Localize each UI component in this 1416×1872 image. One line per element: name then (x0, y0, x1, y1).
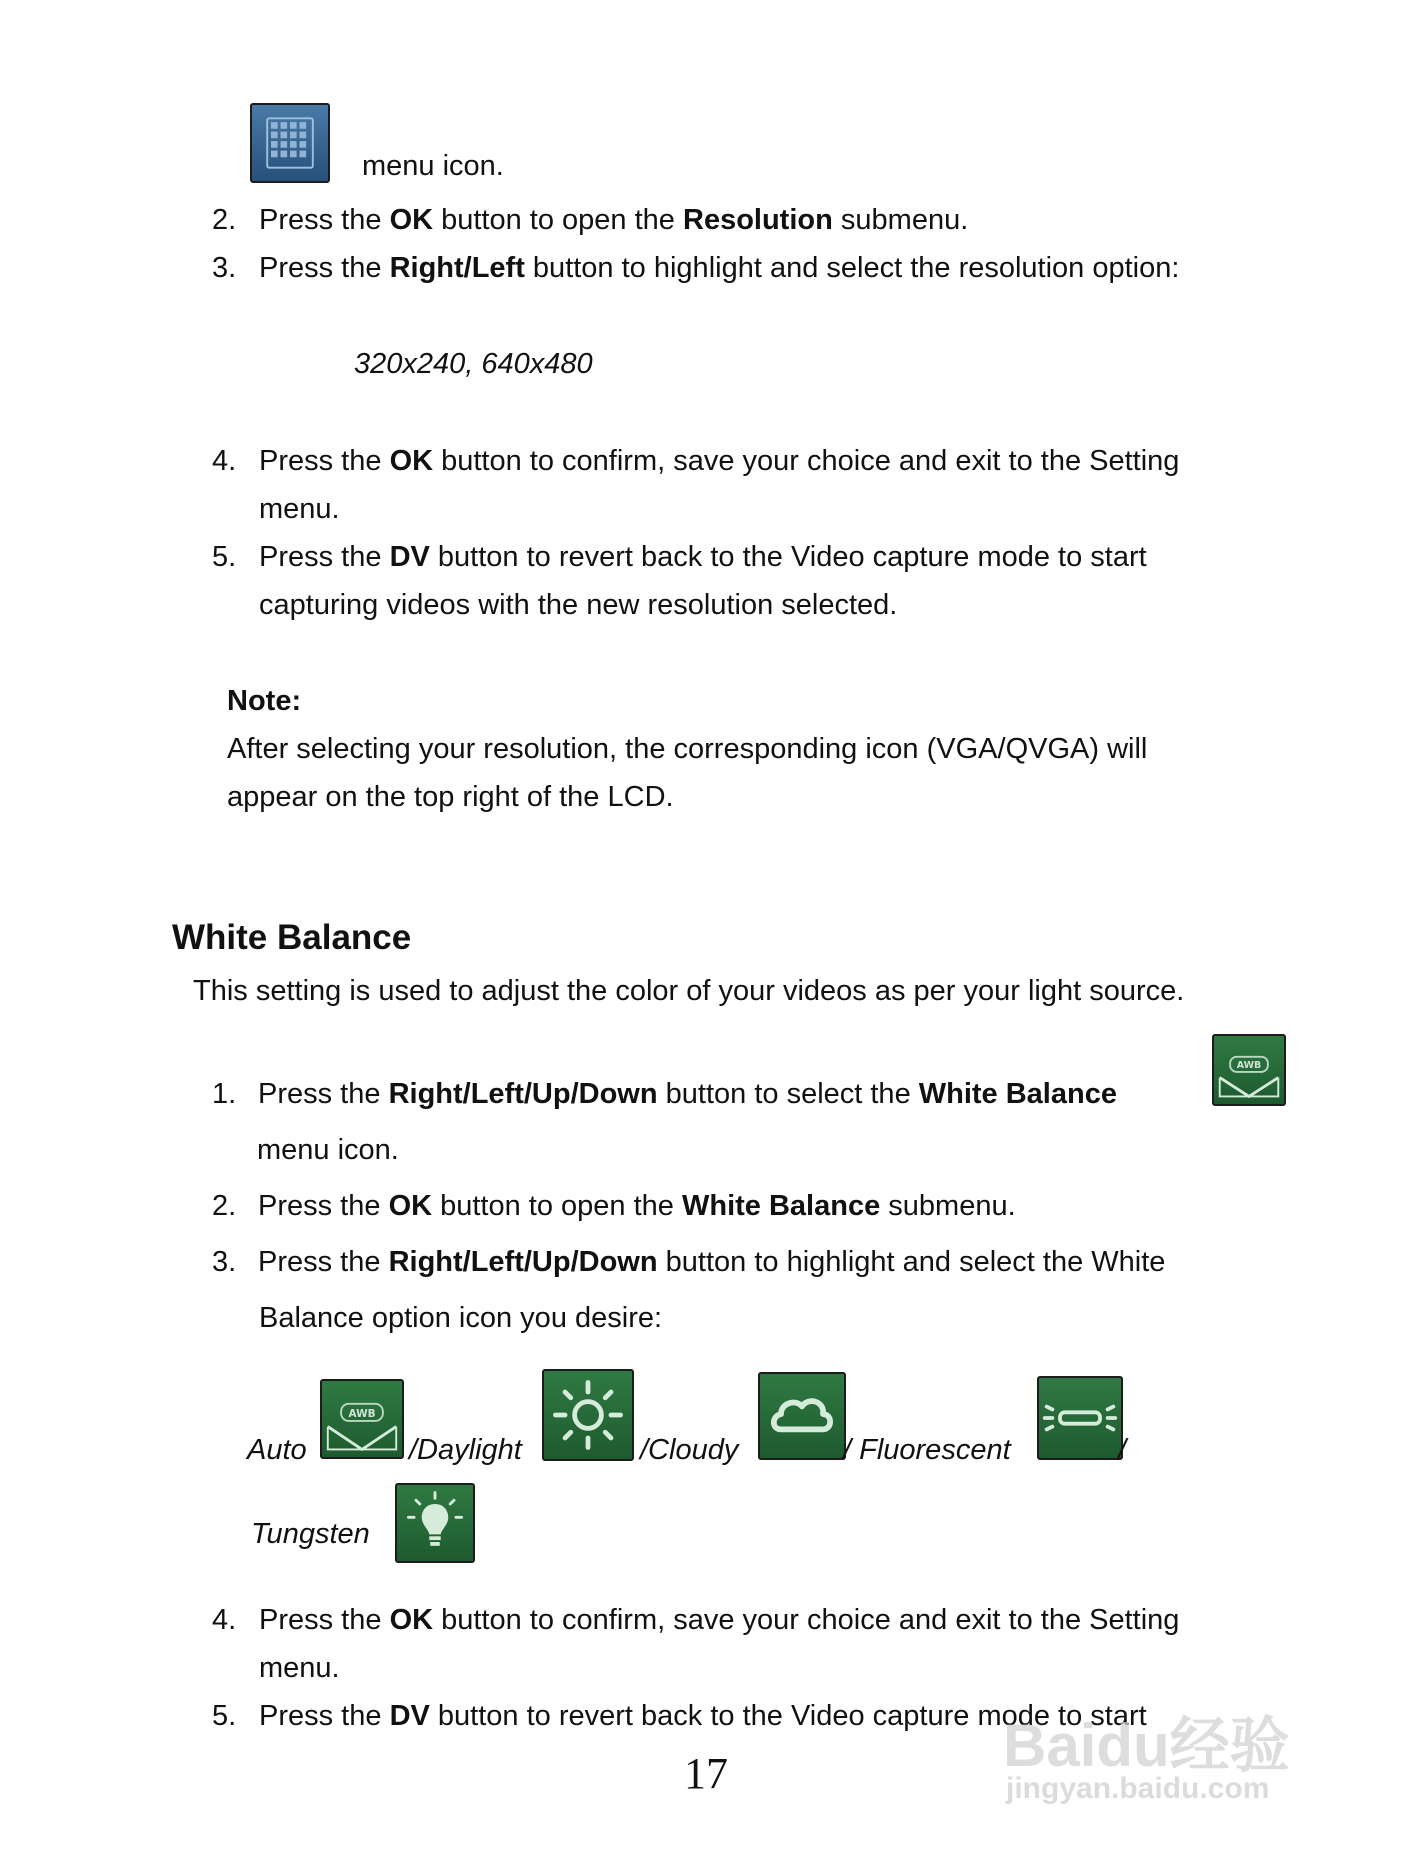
text: Press the (259, 252, 390, 284)
step-number: 1. (212, 1078, 237, 1110)
wb-step-4-line2: menu. (259, 1652, 340, 1684)
resolution-grid-icon (250, 103, 330, 183)
direction-buttons-ref: Right/Left/Up/Down (388, 1078, 658, 1110)
white-balance-intro: This setting is used to adjust the color of your videos as per your light source. (193, 975, 1185, 1007)
step-number: 4. (212, 1604, 237, 1636)
text: button to open the (433, 204, 683, 236)
wb-step-4 (212, 1604, 236, 1637)
page-number: 17 (684, 1749, 728, 1798)
step-number: 2. (212, 204, 237, 236)
res-step-4-line2: menu. (259, 493, 340, 525)
ok-button-ref: OK (388, 1190, 433, 1222)
wb-option-cloudy: /Cloudy (640, 1434, 739, 1466)
text: button to confirm, save your choice and exit to the Setting (433, 1604, 1180, 1636)
text: Press the (259, 541, 390, 573)
text: Press the (259, 1700, 390, 1732)
text: Press the (259, 1604, 390, 1636)
res-step-4 (212, 445, 236, 478)
resolution-icon-caption: menu icon. (362, 150, 504, 182)
awb-icon (320, 1379, 404, 1459)
text: submenu. (832, 204, 969, 236)
text: button to select the (657, 1078, 919, 1110)
text: button to open the (432, 1190, 682, 1222)
step-number: 5. (212, 541, 237, 573)
step-number: 3. (212, 1246, 237, 1278)
step-number: 2. (212, 1190, 237, 1222)
text: button to highlight and select the White (657, 1246, 1166, 1278)
text: Press the (258, 1246, 389, 1278)
wb-option-fluorescent: / Fluorescent (843, 1434, 1011, 1466)
res-step-2 (212, 204, 236, 237)
text: button to highlight and select the resolution option: (524, 252, 1180, 284)
res-step-5-line2: capturing videos with the new resolution selected. (259, 589, 898, 621)
fluorescent-icon (1037, 1376, 1123, 1460)
direction-buttons-ref: Right/Left/Up/Down (388, 1246, 658, 1278)
res-step-2-text (259, 204, 968, 237)
note-label-text: Note: (227, 685, 302, 717)
note-line-1: After selecting your resolution, the corresponding icon (VGA/QVGA) will (227, 733, 1148, 765)
wb-step-3-text (258, 1246, 1165, 1279)
res-step-5-text (259, 541, 1147, 574)
ok-button-ref: OK (389, 204, 434, 236)
white-balance-ref: White Balance (918, 1078, 1117, 1110)
text: button to confirm, save your choice and exit to the Setting (433, 445, 1180, 477)
baidu-watermark-logo: Baidu经验 (1003, 1712, 1290, 1779)
res-step-3-text (259, 252, 1179, 285)
wb-step-1-text (258, 1078, 1117, 1111)
text: Press the (259, 204, 390, 236)
tungsten-bulb-icon (395, 1483, 475, 1563)
text: Press the (259, 445, 390, 477)
note-line-2: appear on the top right of the LCD. (227, 781, 674, 813)
ok-button-ref: OK (389, 445, 434, 477)
step-number: 4. (212, 445, 237, 477)
wb-step-5 (212, 1700, 236, 1733)
sun-icon (542, 1369, 634, 1461)
step-number: 3. (212, 252, 237, 284)
awb-label: AWB (348, 1408, 376, 1421)
note-label (227, 685, 301, 718)
right-left-ref: Right/Left (389, 252, 525, 284)
wb-option-tungsten: Tungsten (251, 1518, 370, 1550)
res-step-3 (212, 252, 236, 285)
text: Press the (258, 1190, 389, 1222)
wb-option-daylight: /Daylight (409, 1434, 522, 1466)
text: button to revert back to the Video capture mode to start (429, 541, 1147, 573)
text: button to revert back to the Video capture mode to start (429, 1700, 1147, 1732)
wb-step-2-text (258, 1190, 1016, 1223)
resolution-ref: Resolution (683, 204, 833, 236)
text: submenu. (880, 1190, 1016, 1222)
dv-button-ref: DV (389, 1700, 430, 1732)
step-number: 5. (212, 1700, 237, 1732)
wb-step-4-text (259, 1604, 1179, 1637)
res-step-5 (212, 541, 236, 574)
cloud-icon (758, 1372, 846, 1460)
baidu-watermark-url: jingyan.baidu.com (1006, 1772, 1270, 1805)
white-balance-ref: White Balance (682, 1190, 881, 1222)
wb-step-1-line2: menu icon. (257, 1134, 399, 1166)
ok-button-ref: OK (389, 1604, 434, 1636)
text: Press the (258, 1078, 389, 1110)
awb-label: AWB (1236, 1060, 1262, 1072)
res-step-4-text (259, 445, 1179, 478)
wb-step-3 (212, 1246, 236, 1279)
wb-option-slash: / (1118, 1434, 1127, 1466)
wb-step-2 (212, 1190, 236, 1223)
awb-menu-icon (1212, 1034, 1286, 1106)
wb-option-auto: Auto (247, 1434, 307, 1466)
wb-step-3-line2: Balance option icon you desire: (259, 1302, 663, 1334)
resolution-options: 320x240, 640x480 (354, 348, 593, 380)
section-heading-white-balance: White Balance (172, 918, 412, 957)
dv-button-ref: DV (389, 541, 430, 573)
wb-step-1 (212, 1078, 236, 1111)
